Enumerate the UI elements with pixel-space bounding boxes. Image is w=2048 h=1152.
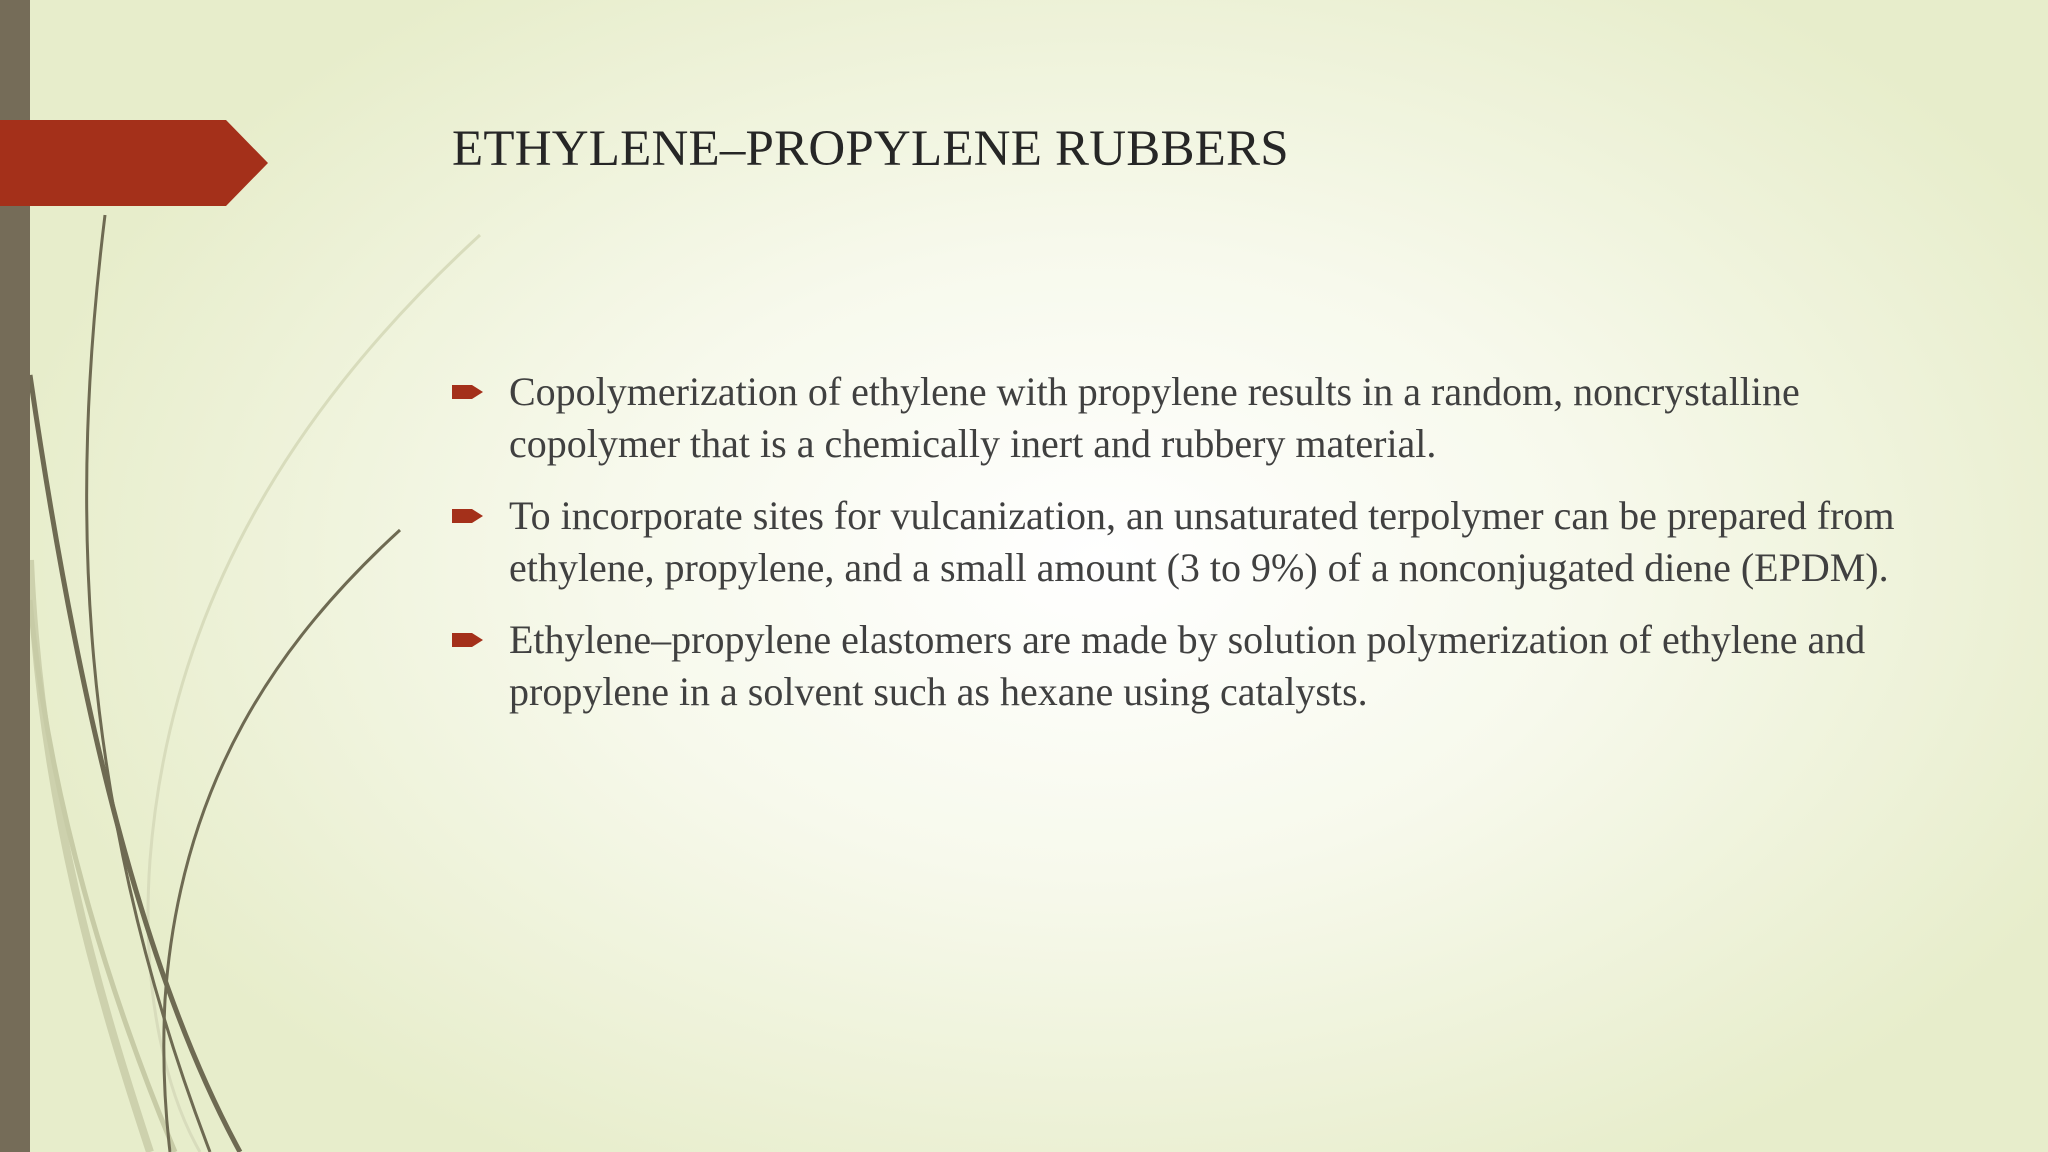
bullet-text: Copolymerization of ethylene with propylene results in a random, noncrystalline copolymer that is a chemically inert and rubbery material. [509, 369, 1800, 466]
arrow-bullet-icon [452, 382, 484, 402]
slide-title: ETHYLENE–PROPYLENE RUBBERS [452, 121, 1289, 177]
bullet-text: To incorporate sites for vulcanization, an unsaturated terpolymer can be prepared from ethylene, propylene, and a small amount (3 to 9%) of a nonconjugated diene (EPDM). [509, 493, 1895, 590]
bullet-text: Ethylene–propylene elastomers are made by solution polymerization of ethylene and propylene in a solvent such as hexane using catalysts. [509, 617, 1866, 714]
arrow-bullet-icon [452, 630, 484, 650]
arrow-bullet-icon [452, 506, 484, 526]
bullet-list [452, 366, 1912, 738]
bullet-item [452, 366, 1912, 470]
title-tab-arrow [0, 120, 270, 206]
bullet-item [452, 614, 1912, 718]
bullet-item [452, 490, 1912, 594]
